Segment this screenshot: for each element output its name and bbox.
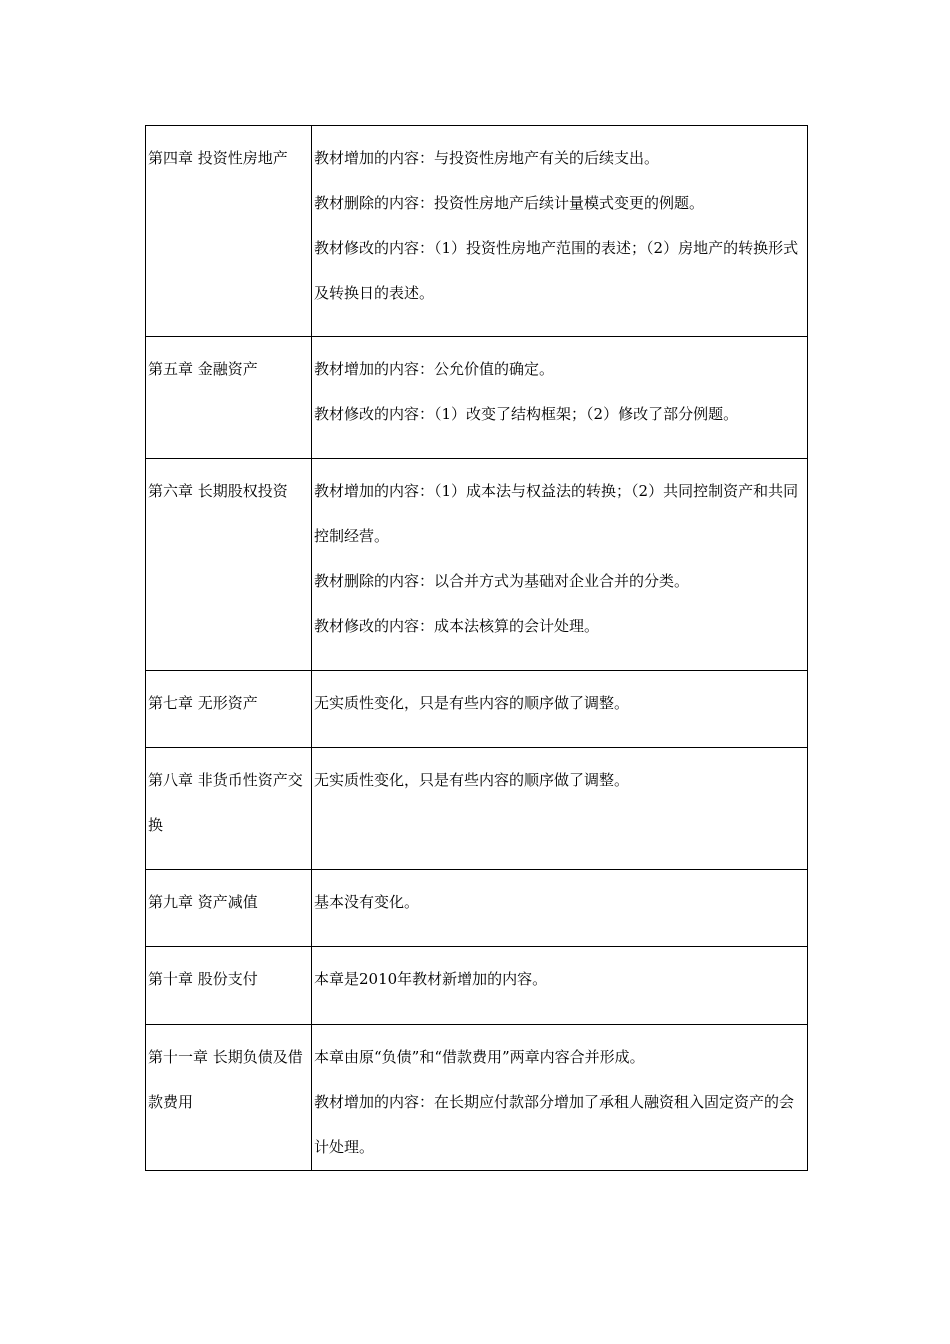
changes-cell — [312, 126, 808, 337]
table-body — [146, 126, 808, 1171]
change-note: 无实质性变化，只是有些内容的顺序做了调整。 — [314, 771, 630, 789]
change-note: 教材删除的内容：以合并方式为基础对企业合并的分类。 — [314, 572, 690, 590]
chapter-cell — [146, 337, 312, 459]
changes-cell — [312, 671, 808, 748]
changes-cell — [312, 1025, 808, 1171]
table-row — [146, 337, 808, 459]
chapter-cell — [146, 947, 312, 1025]
change-note: 教材删除的内容：投资性房地产后续计量模式变更的例题。 — [314, 194, 705, 212]
chapter-cell — [146, 870, 312, 947]
table-row — [146, 126, 808, 337]
chapter-cell — [146, 1025, 312, 1171]
table-row — [146, 870, 808, 947]
chapter-title: 第十一章 长期负债及借款费用 — [148, 1048, 303, 1111]
chapter-title: 第四章 投资性房地产 — [148, 149, 288, 167]
changes-cell — [312, 459, 808, 671]
chapter-cell — [146, 126, 312, 337]
change-note: 教材增加的内容：（1）成本法与权益法的转换；（2）共同控制资产和共同控制经营。 — [314, 482, 799, 545]
chapter-title: 第七章 无形资产 — [148, 694, 258, 712]
change-note: 教材增加的内容：公允价值的确定。 — [314, 360, 555, 378]
change-note: 教材修改的内容：（1）投资性房地产范围的表述；（2）房地产的转换形式及转换日的表述。 — [314, 239, 799, 302]
table-row — [146, 748, 808, 870]
change-note: 无实质性变化，只是有些内容的顺序做了调整。 — [314, 694, 630, 712]
chapter-title: 第九章 资产减值 — [148, 893, 258, 911]
changes-cell — [312, 337, 808, 459]
chapter-title: 第八章 非货币性资产交换 — [148, 771, 303, 834]
chapter-title: 第五章 金融资产 — [148, 360, 258, 378]
chapter-title: 第十章 股份支付 — [148, 970, 258, 988]
chapter-title: 第六章 长期股权投资 — [148, 482, 288, 500]
change-note: 本章由原“负债”和“借款费用”两章内容合并形成。 — [314, 1048, 645, 1066]
table-row — [146, 671, 808, 748]
change-note: 教材增加的内容：与投资性房地产有关的后续支出。 — [314, 149, 660, 167]
change-note: 教材修改的内容：（1）改变了结构框架；（2）修改了部分例题。 — [314, 405, 739, 423]
table-row — [146, 1025, 808, 1171]
changes-cell — [312, 748, 808, 870]
change-note: 本章是2010年教材新增加的内容。 — [314, 970, 548, 988]
chapter-cell — [146, 459, 312, 671]
change-note: 基本没有变化。 — [314, 893, 420, 911]
chapter-cell — [146, 748, 312, 870]
chapter-cell — [146, 671, 312, 748]
change-note: 教材修改的内容：成本法核算的会计处理。 — [314, 617, 600, 635]
chapter-changes-table — [145, 125, 808, 1171]
table-row — [146, 459, 808, 671]
table-row — [146, 947, 808, 1025]
changes-cell — [312, 947, 808, 1025]
changes-cell — [312, 870, 808, 947]
change-note: 教材增加的内容：在长期应付款部分增加了承租人融资租入固定资产的会计处理。 — [314, 1093, 795, 1156]
